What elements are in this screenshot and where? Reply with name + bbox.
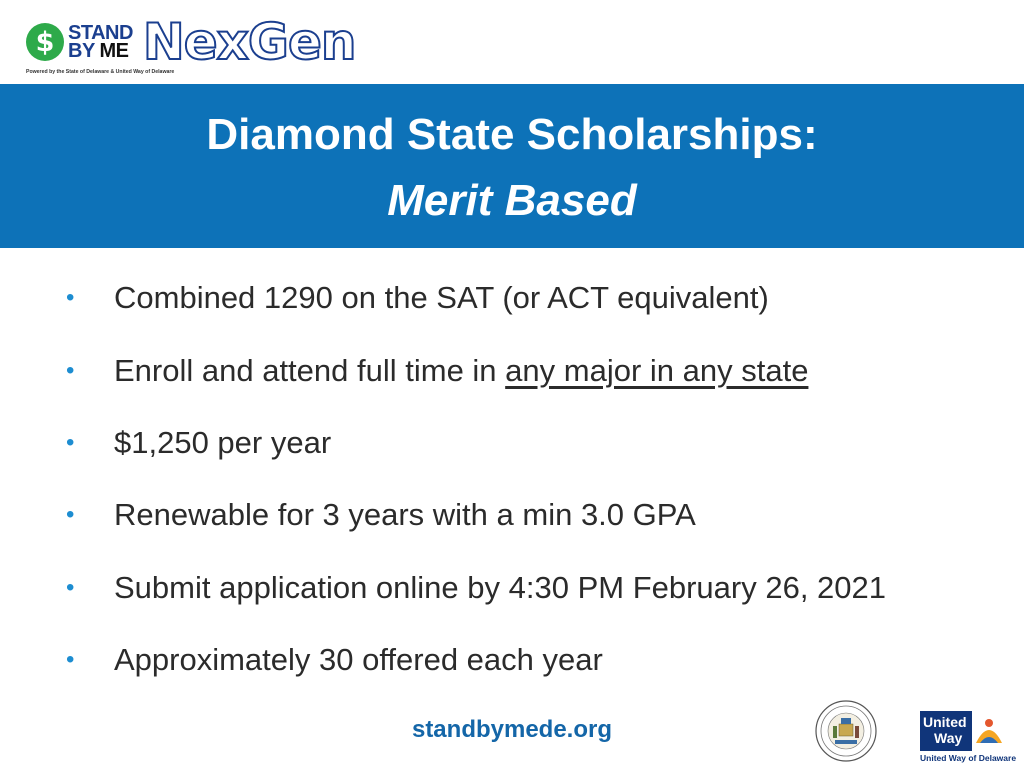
bullet-icon: • [66, 284, 75, 312]
list-item [66, 262, 986, 334]
nexgen-logo: NexGen [142, 13, 356, 71]
standbyme-tagline: Powered by the State of Delaware & United Way of Delaware [26, 69, 175, 75]
dollar-circle-icon: $ [26, 23, 64, 61]
list-item [66, 407, 986, 479]
standbyme-me: ME [99, 40, 129, 62]
bullet-text: Combined 1290 on the SAT (or ACT equivalent) [114, 280, 769, 316]
bullet-text: Renewable for 3 years with a min 3.0 GPA [114, 497, 696, 533]
bullet-icon: • [66, 501, 75, 529]
title-band [0, 84, 1024, 248]
list-item [66, 624, 986, 696]
united-way-word1: United [923, 714, 967, 730]
list-item [66, 552, 986, 624]
bullet-icon: • [66, 356, 75, 384]
united-way-word2: Way [934, 730, 963, 746]
bullet-icon: • [66, 573, 75, 601]
standbyme-stand: STAND [68, 21, 133, 44]
bullet-icon: • [66, 428, 75, 456]
bullet-text: Approximately 30 offered each year [114, 642, 603, 678]
list-item [66, 479, 986, 551]
bullet-text: Submit application online by 4:30 PM February 26, 2021 [114, 569, 887, 605]
united-way-caption: United Way of Delaware [920, 753, 1017, 763]
united-way-logo [920, 711, 1017, 763]
bullet-icon: • [66, 646, 75, 674]
website-link[interactable]: standbymede.org [411, 716, 613, 743]
bullet-text: Enroll and attend full time in any major in any state [114, 352, 809, 388]
list-item [66, 334, 986, 406]
standbyme-by: BY [68, 40, 95, 62]
page-subtitle: Merit Based [387, 176, 637, 225]
standbyme-logo [26, 21, 175, 75]
bullet-list [66, 262, 986, 696]
delaware-state-seal-icon [815, 700, 877, 762]
page-title: Diamond State Scholarships: [206, 110, 818, 159]
bullet-text: $1,250 per year [114, 424, 332, 460]
header-logos [26, 13, 356, 75]
united-way-hand-icon [974, 713, 1004, 747]
underlined-emphasis: any major in any state [505, 352, 809, 388]
